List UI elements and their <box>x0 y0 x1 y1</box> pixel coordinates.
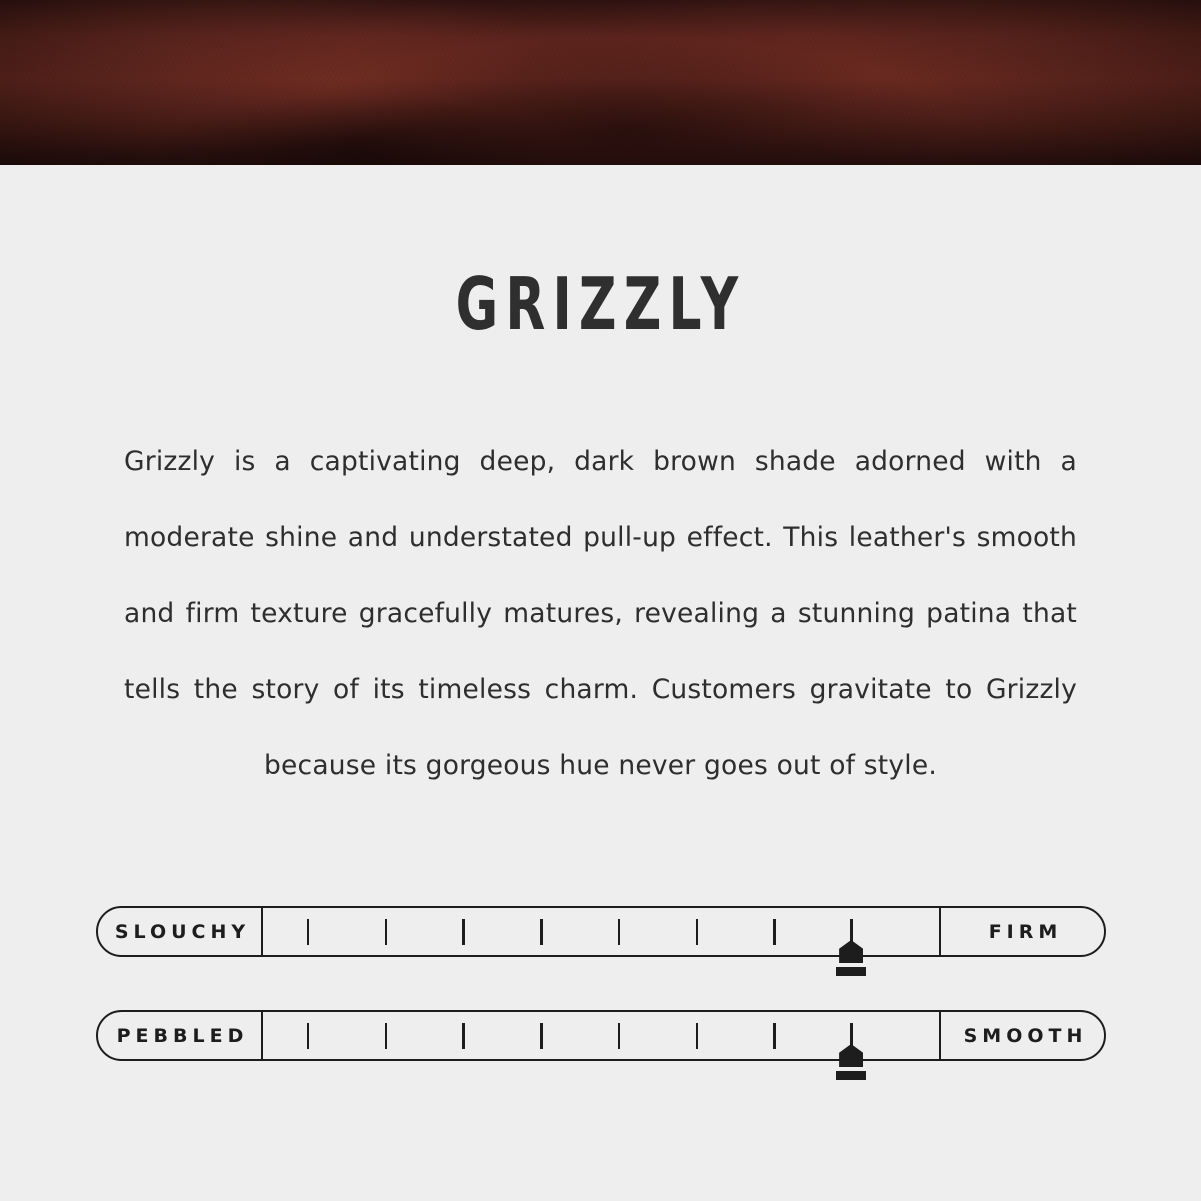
slider-tick-area[interactable] <box>263 1012 939 1059</box>
slider-tick <box>696 919 699 945</box>
slider-tick <box>307 919 310 945</box>
slider-tick <box>696 1023 699 1049</box>
slider-tick <box>462 1023 465 1049</box>
slider-track[interactable] <box>96 906 1106 957</box>
slider-tick <box>385 919 388 945</box>
slider-handle-pointer-icon <box>839 1044 863 1067</box>
slider-tick <box>618 1023 621 1049</box>
slider-tick <box>307 1023 310 1049</box>
attribute-sliders <box>96 906 1106 1114</box>
slider-track[interactable] <box>96 1010 1106 1061</box>
slider-tick <box>540 1023 543 1049</box>
slider-right-label: SMOOTH <box>939 1012 1104 1059</box>
slider-tick-area[interactable] <box>263 908 939 955</box>
slider-handle-stem <box>850 919 853 945</box>
description-text: Grizzly is a captivating deep, dark brown shade adorned with a moderate shine and understated pull-up effect. This leather's smooth and firm texture gracefully matures, revealing a stunning patina that tells the story of its timeless charm. Customers gravitate to Grizzly because its gorgeous hue never goes out of style. <box>124 446 1077 781</box>
swatch-vignette <box>0 0 1201 165</box>
slider-handle-pointer-icon <box>839 940 863 963</box>
slider-right-label: FIRM <box>939 908 1104 955</box>
slider-tick <box>385 1023 388 1049</box>
slider-tick <box>773 919 776 945</box>
slider-slouchy-firm[interactable] <box>96 906 1106 1010</box>
slider-handle-base <box>836 967 866 976</box>
slider-tick <box>462 919 465 945</box>
slider-tick <box>540 919 543 945</box>
slider-pebbled-smooth[interactable] <box>96 1010 1106 1114</box>
slider-handle-stem <box>850 1023 853 1049</box>
slider-tick <box>773 1023 776 1049</box>
slider-tick <box>618 919 621 945</box>
leather-swatch-image <box>0 0 1201 165</box>
page-title: GRIZZLY <box>455 262 746 346</box>
slider-left-label: SLOUCHY <box>98 908 263 955</box>
slider-left-label: PEBBLED <box>98 1012 263 1059</box>
slider-handle-base <box>836 1071 866 1080</box>
description-block <box>124 424 1077 804</box>
